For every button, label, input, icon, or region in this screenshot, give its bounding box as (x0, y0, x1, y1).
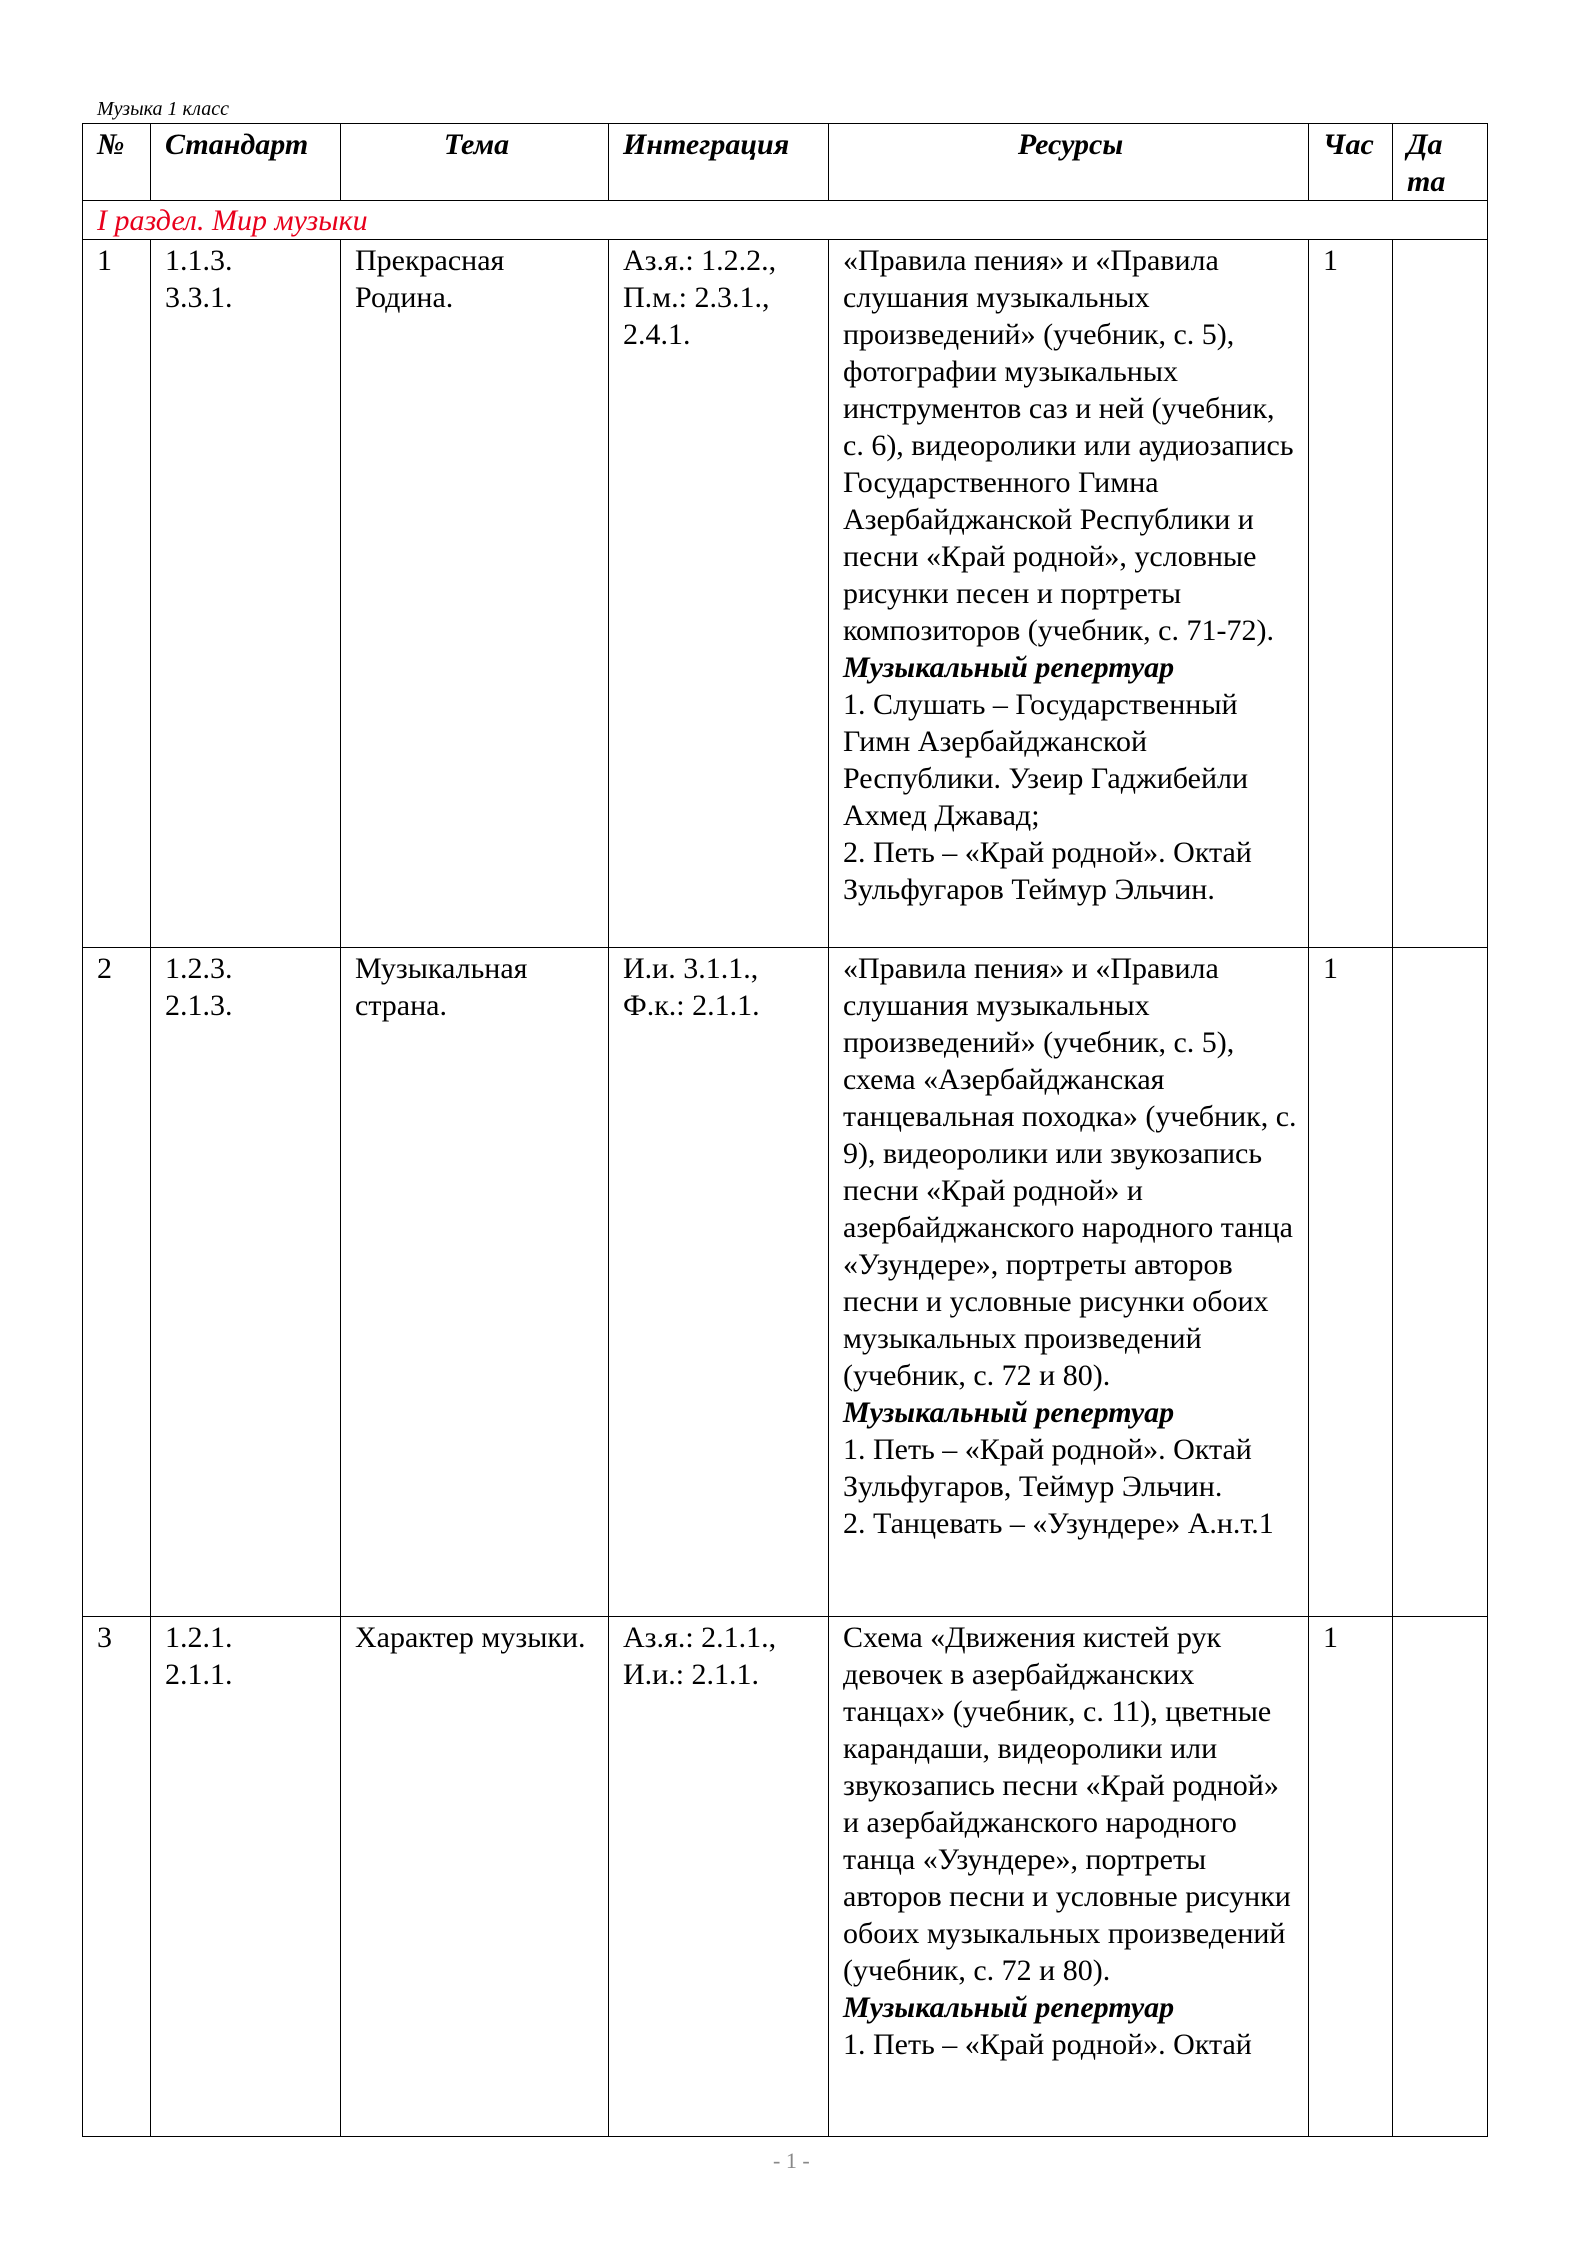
col-header-topic: Тема (341, 124, 609, 201)
repertoire-item: 1. Петь – «Край родной». Октай Зульфугаров, Теймур Эльчин. (843, 1433, 1252, 1503)
row-hours: 1 (1309, 1617, 1393, 2137)
row-integration: Аз.я.: 1.2.2., П.м.: 2.3.1., 2.4.1. (609, 240, 829, 948)
col-header-number: № (83, 124, 151, 201)
row-standard (151, 240, 341, 948)
repertoire-title: Музыкальный репертуар (843, 1396, 1175, 1429)
table-row (83, 240, 1488, 948)
col-header-integration: Интеграция (609, 124, 829, 201)
col-header-resources: Ресурсы (829, 124, 1309, 201)
repertoire-item: 1. Петь – «Край родной». Октай (843, 2028, 1252, 2061)
col-header-standard: Стандарт (151, 124, 341, 201)
row-number: 1 (83, 240, 151, 948)
row-number: 3 (83, 1617, 151, 2137)
repertoire-title: Музыкальный репертуар (843, 651, 1175, 684)
col-header-hours: Час (1309, 124, 1393, 201)
row-standard (151, 1617, 341, 2137)
standard-code: 1.2.1. (165, 1621, 233, 1654)
col-header-date: Да та (1393, 124, 1488, 201)
row-resources (829, 240, 1309, 948)
repertoire-item: 2. Петь – «Край родной». Октай Зульфугаров Теймур Эльчин. (843, 836, 1252, 906)
standard-code: 2.1.1. (165, 1658, 233, 1691)
row-date (1393, 948, 1488, 1617)
standard-code: 3.3.1. (165, 281, 233, 314)
section-row (83, 201, 1488, 240)
row-topic: Музыкальная страна. (341, 948, 609, 1617)
row-integration: Аз.я.: 2.1.1., И.и.: 2.1.1. (609, 1617, 829, 2137)
row-resources (829, 1617, 1309, 2137)
standard-code: 2.1.3. (165, 989, 233, 1022)
table-header-row (83, 124, 1488, 201)
table-row (83, 948, 1488, 1617)
resources-text: «Правила пения» и «Правила слушания музыкальных произведений» (учебник, с. 5), фотографии музыкальных инструментов саз и ней (учебник, с. 6), видеоролики или аудиозапись Государственного Гимна Азербайджанской Республики и песни «Край родной», условные рисунки песен и портреты композиторов (учебник, с. 71-72). (843, 244, 1294, 647)
row-hours: 1 (1309, 948, 1393, 1617)
row-integration: И.и. 3.1.1., Ф.к.: 2.1.1. (609, 948, 829, 1617)
repertoire-title: Музыкальный репертуар (843, 1991, 1175, 2024)
table-row (83, 1617, 1488, 2137)
repertoire-item: 2. Танцевать – «Узундере» А.н.т.1 (843, 1507, 1274, 1540)
row-date (1393, 1617, 1488, 2137)
repertoire-item: 1. Слушать – Государственный Гимн Азербайджанской Республики. Узеир Гаджибейли Ахмед Джавад; (843, 688, 1249, 832)
row-date (1393, 240, 1488, 948)
row-resources (829, 948, 1309, 1617)
row-hours: 1 (1309, 240, 1393, 948)
resources-text: «Правила пения» и «Правила слушания музыкальных произведений» (учебник, с. 5), схема «Азербайджанская танцевальная походка» (учебник, с. 9), видеоролики или звукозапись песни «Край родной» и азербайджанского народного танца «Узундере», портреты авторов песни и условные рисунки обоих музыкальных произведений (учебник, с. 72 и 80). (843, 952, 1297, 1392)
standard-code: 1.1.3. (165, 244, 233, 277)
row-topic: Характер музыки. (341, 1617, 609, 2137)
standard-code: 1.2.3. (165, 952, 233, 985)
document-header-note: Музыка 1 класс (97, 98, 229, 120)
row-number: 2 (83, 948, 151, 1617)
resources-text: Схема «Движения кистей рук девочек в азербайджанских танцах» (учебник, с. 11), цветные карандаши, видеоролики или звукозапись песни «Край родной» и азербайджанского народного танца «Узундере», портреты авторов песни и условные рисунки обоих музыкальных произведений (учебник, с. 72 и 80). (843, 1621, 1291, 1987)
row-standard (151, 948, 341, 1617)
lesson-plan-table (82, 123, 1488, 2137)
section-title: I раздел. Мир музыки (83, 201, 1488, 240)
page-number: - 1 - (773, 2148, 810, 2173)
row-topic: Прекрасная Родина. (341, 240, 609, 948)
